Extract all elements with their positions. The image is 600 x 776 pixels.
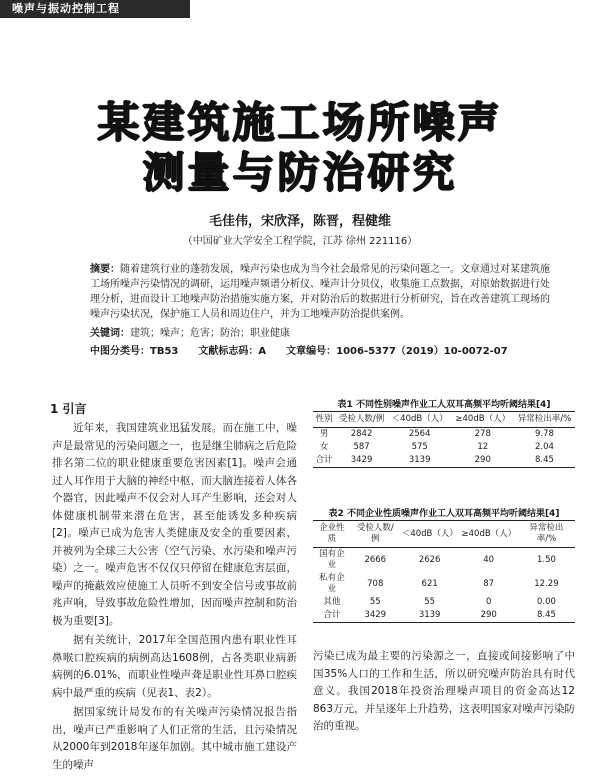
keywords-text: 建筑；噪声；危害；防治；职业健康 bbox=[130, 328, 290, 339]
table-cell: 12.29 bbox=[534, 578, 559, 589]
table-cell: 私有企业 bbox=[319, 573, 345, 594]
table-cell: 290 bbox=[452, 454, 514, 468]
table-row bbox=[313, 609, 575, 623]
table-cell: 278 bbox=[474, 429, 491, 439]
abstract bbox=[90, 262, 550, 322]
table-row bbox=[313, 572, 575, 596]
table-cell: 8.45 bbox=[514, 454, 575, 468]
table-cell: 40 bbox=[483, 554, 495, 565]
paragraph: 据国家统计局发布的有关噪声污染情况报告指出，噪声已严重影响了人们正常的生活，且污染情况从2000年到2018年逐年加剧。其中城市施工建设产生的噪声 bbox=[52, 706, 297, 771]
table-header: 受检人数/例 bbox=[351, 521, 400, 548]
table-row bbox=[313, 441, 575, 454]
right-column-body: 污染已成为最主要的污染源之一，直接或间接影响了中国35%人口的工作和生活，所以研究噪声防治具有时代意义。我国2018年投资治理噪声项目的资金高达12 863万元，并呈逐年上升趋势，这表明国家对噪声污染防治的重视。 bbox=[313, 650, 575, 732]
table-row bbox=[313, 428, 575, 442]
abstract-text: 随着建筑行业的蓬勃发展，噪声污染也成为当今社会最常见的污染问题之一。文章通过对某建筑施工场所噪声污染情况的调研，运用噪声频谱分析仪、噪声计分贝仪，收集施工点数据，对原始数据进行处理分析，进而设计工地噪声防治措施实施方案，并对防治后的数据进行分析研究，旨在改善建筑工现场的噪声污染状况，保护施工人员和周边住户，并为工地噪声防治提供案例。 bbox=[90, 264, 550, 320]
class-number: 中图分类号：TB53 bbox=[90, 346, 179, 357]
table-cell: 0.00 bbox=[536, 597, 556, 607]
table-cell: 621 bbox=[421, 578, 438, 589]
keywords-label: 关键词： bbox=[90, 328, 130, 339]
table-cell: 2626 bbox=[418, 554, 441, 565]
table-cell: 708 bbox=[367, 578, 384, 589]
table1-caption: 表1 不同性别噪声作业工人双耳高频平均听阈结果[4] bbox=[337, 400, 551, 410]
table-cell: 男 bbox=[319, 429, 329, 439]
table-cell: 55 bbox=[369, 597, 381, 607]
section-heading-intro: 1 引言 bbox=[50, 402, 87, 416]
table-header: 异常检出率/% bbox=[514, 412, 575, 428]
paragraph: 近年来，我国建筑业迅猛发展。而在施工中，噪声是最常见的污染问题之一，也是继尘肺病之后危险排名第二位的职业健康重要危害因素[1]。噪声会通过人耳作用于大脑的神经中枢，而大脑连接着人体各个器官，因此噪声不仅会对人耳产生影响，还会对人体健康机制带来潜在危害，甚至能诱发多种疾病[2]。噪声已成为危害人类健康及安全的重要因素，并被列为全球三大公害（空气污染、水污染和噪声污染）之一。噪声危害不仅仅只停留在健康危害层面，噪声的掩蔽效应使施工人员听不到安全信号或事故前兆声响，导致事故危险性增加，因而噪声控制和防治极为重要[3]。 bbox=[52, 422, 297, 627]
classification-line bbox=[90, 342, 560, 357]
table2 bbox=[313, 520, 575, 623]
table2-caption: 表2 不同企业性质噪声作业工人双耳高频平均听阈结果[4] bbox=[328, 509, 560, 519]
paragraph: 据有关统计，2017年全国范围内患有职业性耳鼻喉口腔疾病的病例高达1608例，占各类职业病新病例的6.01%，而职业性噪声聋是职业性耳鼻口腔疾病中最严重的疾病（见表1、表2）。 bbox=[52, 634, 297, 699]
table-row bbox=[313, 596, 575, 609]
table-cell: 87 bbox=[483, 578, 495, 589]
table-cell: 3139 bbox=[400, 609, 460, 623]
table-header: ＜40dB（人） bbox=[388, 412, 452, 428]
article-number: 文章编号：1006-5377（2019）10-0072-07 bbox=[286, 346, 508, 357]
table-cell: 2.04 bbox=[534, 442, 554, 452]
table-cell: 合计 bbox=[313, 609, 351, 623]
table-header: ≥40dB（人） bbox=[460, 521, 518, 548]
table-header: ＜40dB（人） bbox=[400, 521, 460, 548]
table-cell: 3429 bbox=[351, 609, 400, 623]
table-cell: 3429 bbox=[335, 454, 387, 468]
table-header: 性别 bbox=[313, 412, 335, 428]
left-column-body bbox=[52, 420, 297, 776]
document-code: 文献标志码：A bbox=[198, 346, 267, 357]
table-header: 企业性质 bbox=[313, 521, 351, 548]
table-cell: 女 bbox=[319, 442, 329, 452]
authors: 毛佳伟，宋欣泽，陈晋，程健维 bbox=[208, 214, 391, 229]
table-row bbox=[313, 548, 575, 573]
abstract-label: 摘要： bbox=[90, 264, 120, 275]
table-cell: 290 bbox=[460, 609, 518, 623]
table-cell: 575 bbox=[411, 442, 428, 452]
article-title-line2: 测量与防治研究 bbox=[142, 148, 458, 197]
table-cell: 1.50 bbox=[536, 554, 556, 565]
article-title-line1: 某建筑施工场所噪声 bbox=[97, 98, 503, 147]
table-cell: 587 bbox=[353, 442, 370, 452]
table-header: 受检人数/例 bbox=[335, 412, 387, 428]
table-cell: 3139 bbox=[388, 454, 452, 468]
table1 bbox=[313, 411, 575, 468]
table-header: ≥40dB（人） bbox=[452, 412, 514, 428]
keywords bbox=[90, 324, 550, 339]
table-cell: 2564 bbox=[408, 429, 431, 439]
table-row bbox=[313, 454, 575, 468]
journal-name: 噪声与振动控制工程 bbox=[0, 0, 190, 18]
affiliation: （中国矿业大学安全工程学院，江苏 徐州 221116） bbox=[182, 236, 418, 247]
table-cell: 2842 bbox=[350, 429, 373, 439]
table-cell: 其他 bbox=[323, 597, 341, 607]
table-cell: 12 bbox=[477, 442, 489, 452]
table-cell: 0 bbox=[485, 597, 492, 607]
table-cell: 9.78 bbox=[534, 429, 554, 439]
table-cell: 2666 bbox=[364, 554, 387, 565]
table-cell: 55 bbox=[424, 597, 436, 607]
table-cell: 国有企业 bbox=[319, 549, 345, 570]
table-cell: 合计 bbox=[313, 454, 335, 468]
table-cell: 8.45 bbox=[518, 609, 575, 623]
table-header: 异常检出率/% bbox=[518, 521, 575, 548]
